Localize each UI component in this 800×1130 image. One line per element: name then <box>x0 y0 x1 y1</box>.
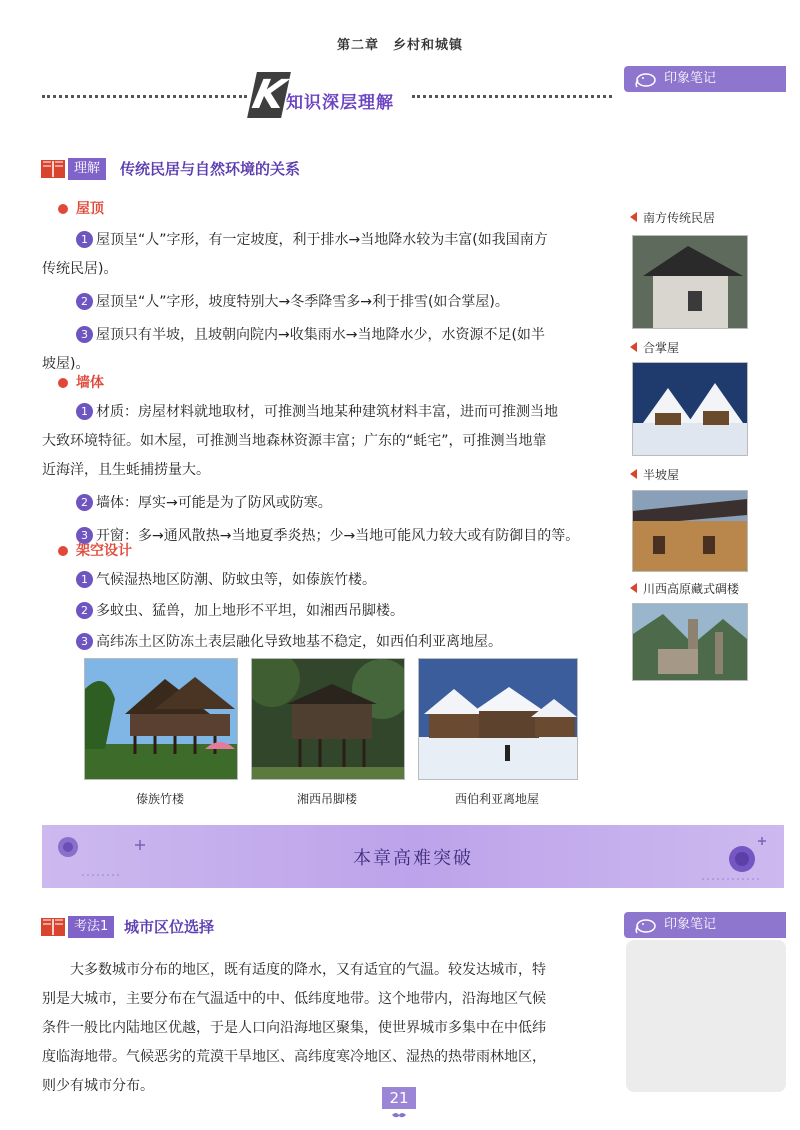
elephant-icon <box>634 70 658 88</box>
elevated-heading: 架空设计 <box>58 540 132 560</box>
side-caption-1: 南方传统民居 <box>630 209 715 226</box>
side-photo-gassho-house <box>632 362 748 456</box>
roof-item-2: 2 屋顶呈“人”字形，坡度特别大→冬季降雪多→利于排雪(如合掌屋)。 <box>42 288 620 317</box>
wall-heading: 墙体 <box>58 372 104 392</box>
section-title: 知识深层理解 <box>286 93 394 113</box>
roof-heading: 屋顶 <box>58 198 104 218</box>
pointer-icon <box>630 469 637 479</box>
section-badge: K <box>248 72 290 118</box>
bullet-icon <box>58 204 68 214</box>
side-note-tab <box>624 66 786 92</box>
chapter-banner <box>42 825 784 888</box>
wall-item-2: 2 墙体：厚实→可能是为了防风或防寒。 <box>42 489 622 518</box>
elevated-item-2: 2 多蚊虫、猛兽，加上地形不平坦，如湘西吊脚楼。 <box>42 597 622 626</box>
elevated-section <box>42 566 622 657</box>
photo-caption-2: 湘西吊脚楼 <box>296 792 357 806</box>
method-heading <box>40 916 360 938</box>
topic-title: 传统民居与自然环境的关系 <box>120 160 301 178</box>
photo-xiangxi-stilt-house <box>251 658 405 780</box>
side-note-label-2: 印象笔记 <box>664 917 717 932</box>
elephant-icon <box>634 916 658 934</box>
method-tag: 考法1 <box>68 916 114 938</box>
wall-item-1-cont-b: 近海洋，且生蚝捕捞量大。 <box>42 462 210 478</box>
photo-caption-1: 傣族竹楼 <box>135 792 184 806</box>
page-number: 21 <box>382 1087 416 1109</box>
side-note-label: 印象笔记 <box>664 71 717 86</box>
topic-heading <box>40 158 360 180</box>
bullet-icon <box>58 378 68 388</box>
left-dotted-rule <box>42 95 247 98</box>
elevated-item-1: 1 气候湿热地区防潮、防蚊虫等，如傣族竹楼。 <box>42 566 622 595</box>
photo-caption-3: 西伯利亚离地屋 <box>454 792 539 806</box>
bullet-icon <box>58 546 68 556</box>
pointer-icon <box>630 342 637 352</box>
photo-siberian-raised-house <box>418 658 578 780</box>
wall-item-1: 1 材质：房屋材料就地取材，可推测当地某种建筑材料丰富，进而可推测当地 <box>42 398 622 427</box>
roof-item-3-cont: 坡屋)。 <box>42 356 90 372</box>
topic-tag: 理解 <box>68 158 106 180</box>
elevated-item-3: 3 高纬冻土区防冻土表层融化导致地基不稳定，如西伯利亚离地屋。 <box>42 628 622 657</box>
roof-item-1: 1 屋顶呈“人”字形，有一定坡度，利于排水→当地降水较为丰富(如我国南方 <box>42 226 620 255</box>
bird-icon <box>391 1110 407 1120</box>
chapter-banner-title: 本章高难突破 <box>353 848 473 869</box>
side-photo-tibetan-tower <box>632 603 748 681</box>
wall-item-3: 3 开窗：多→通风散热→当地夏季炎热；少→当地可能风力较大或有防御目的等。 <box>42 522 622 551</box>
pointer-icon <box>630 583 637 593</box>
roof-item-3: 3 屋顶只有半坡，且坡朝向院内→收集雨水→当地降水少，水资源不足(如半 <box>42 321 620 350</box>
body-paragraph <box>42 956 622 1101</box>
roof-section <box>42 226 620 379</box>
photo-dai-bamboo-house <box>84 658 238 780</box>
right-dotted-rule <box>412 95 612 98</box>
wall-item-1-cont-a: 大致环境特征。如木屋，可推测当地森林资源丰富；广东的“蚝宅”，可推测当地靠 <box>42 433 547 449</box>
side-caption-3: 半坡屋 <box>630 466 679 483</box>
side-caption-2: 合掌屋 <box>630 339 679 356</box>
note-box <box>626 940 786 1092</box>
body-line-2: 别是大城市，主要分布在气温适中的中、低纬度地带。这个地带内，沿海地区气候 <box>42 991 546 1007</box>
body-line-3: 条件一般比内陆地区优越，于是人口向沿海地区聚集，使世界城市多集中在中低纬 <box>42 1020 546 1036</box>
side-note-tab-2 <box>624 912 786 938</box>
pointer-icon <box>630 212 637 222</box>
book-icon <box>40 158 66 180</box>
book-icon <box>40 916 66 938</box>
wall-section <box>42 398 622 551</box>
chapter-header: 第二章 乡村和城镇 <box>336 38 463 53</box>
body-line-4: 度临海地带。气候恶劣的荒漠干旱地区、高纬度寒冷地区、湿热的热带雨林地区， <box>42 1049 546 1065</box>
body-line-5: 则少有城市分布。 <box>42 1078 154 1094</box>
side-photo-south-house <box>632 235 748 329</box>
side-photo-half-slope-house <box>632 490 748 572</box>
method-title: 城市区位选择 <box>124 918 215 936</box>
body-line-1: 大多数城市分布的地区，既有适度的降水，又有适宜的气温。较发达城市，特 <box>70 962 546 978</box>
roof-item-1-cont: 传统民居)。 <box>42 261 118 277</box>
side-caption-4: 川西高原藏式碉楼 <box>630 580 739 597</box>
